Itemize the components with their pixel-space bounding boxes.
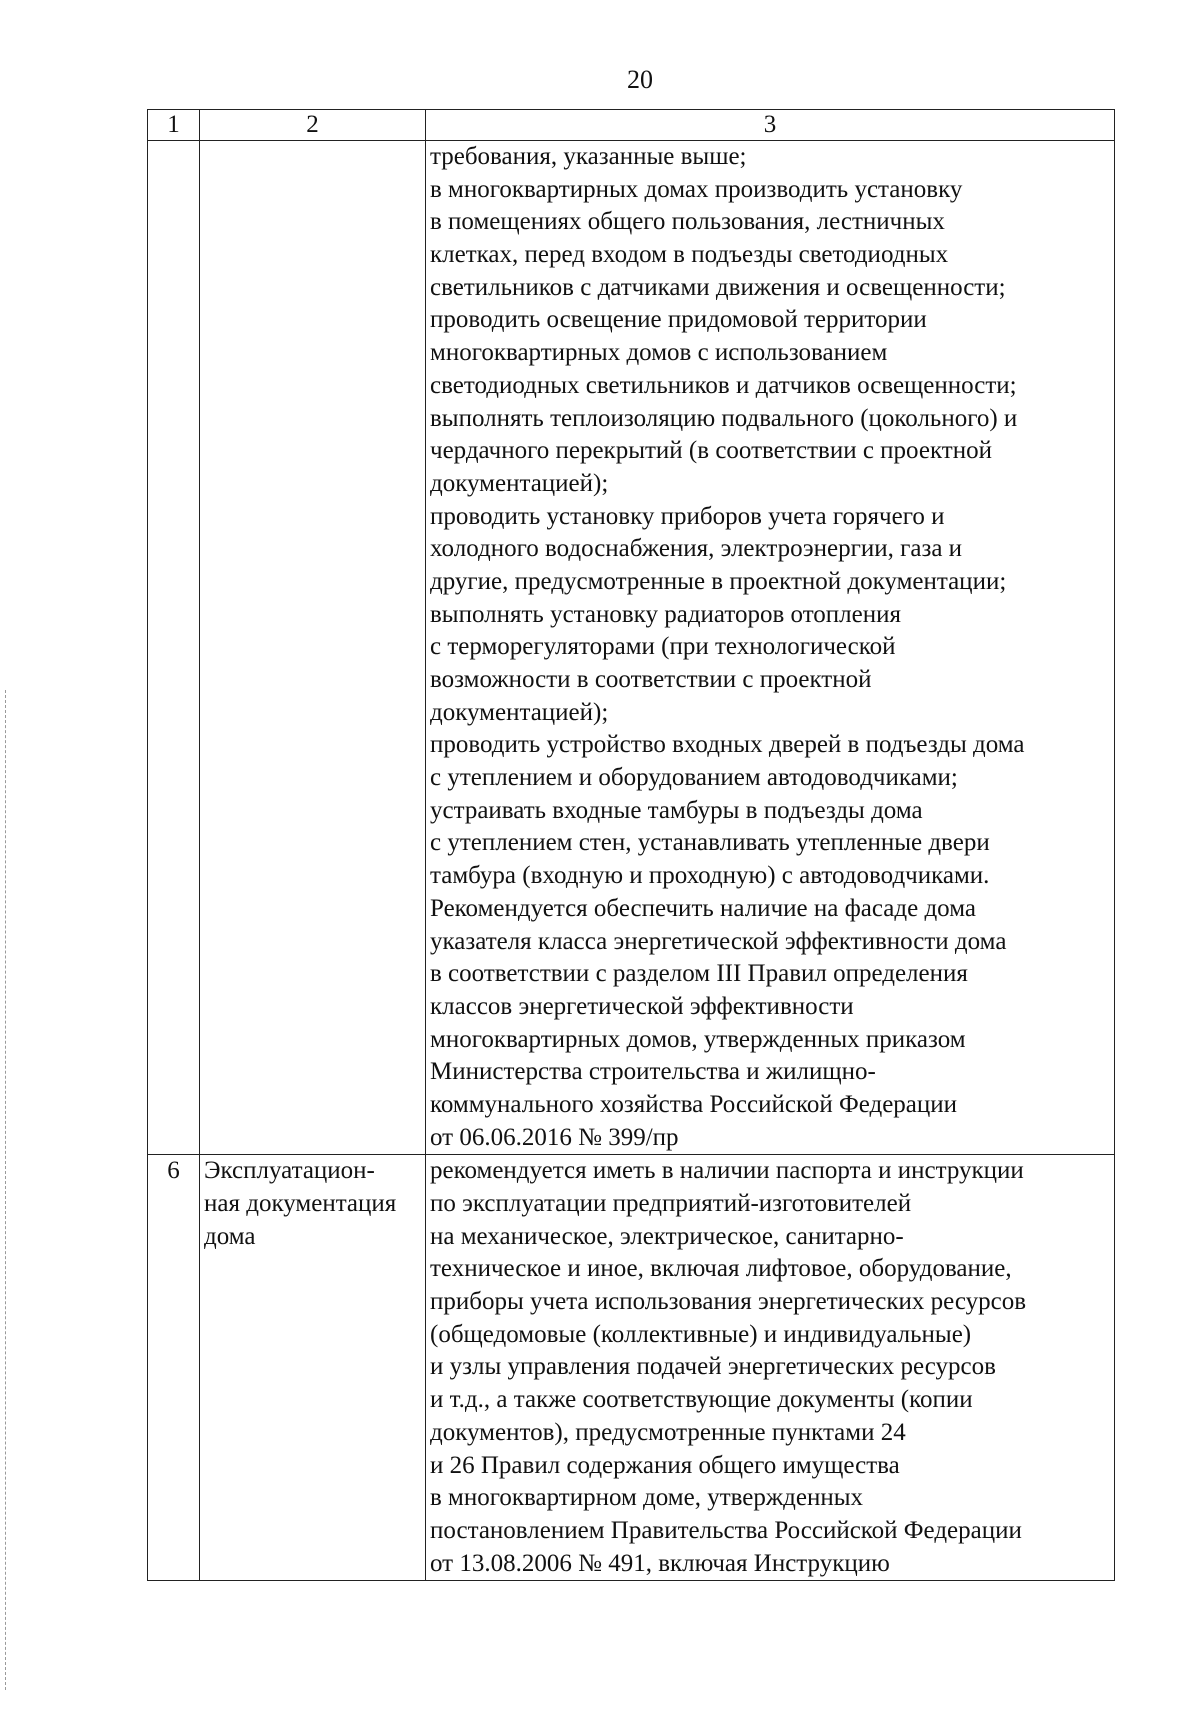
requirement-text-line: светодиодных светильников и датчиков освещенности; [430, 371, 1017, 399]
row-name-line: Эксплуатацион- [204, 1157, 375, 1185]
requirement-text-line: другие, предусмотренные в проектной документации; [430, 567, 1007, 595]
requirement-text-line: на механическое, электрическое, санитарно- [430, 1222, 904, 1250]
row-requirements-cell [426, 1155, 1115, 1581]
row-requirements-cell [426, 141, 1115, 1155]
header-col-1: 1 [148, 110, 200, 141]
requirement-text-line: выполнять теплоизоляцию подвального (цокольного) и [430, 404, 1018, 432]
requirement-text-line: устраивать входные тамбуры в подъезды дома [430, 796, 923, 824]
requirement-text-line: от 06.06.2016 № 399/пр [430, 1123, 679, 1151]
scan-margin-marks [5, 690, 8, 1690]
row-name-cell [200, 141, 426, 1155]
row-number-cell [148, 141, 200, 1155]
requirement-text-line: тамбура (входную и проходную) с автодоводчиками. [430, 862, 990, 890]
requirement-text-line: постановлением Правительства Российской Федерации [430, 1516, 1022, 1544]
page-number: 20 [627, 65, 653, 94]
requirement-text-line: документов), предусмотренные пунктами 24 [430, 1418, 906, 1446]
requirement-text-line: приборы учета использования энергетических ресурсов [430, 1288, 1027, 1316]
requirement-text-line: (общедомовые (коллективные) и индивидуальные) [430, 1320, 972, 1348]
requirement-text-line: проводить установку приборов учета горячего и [430, 502, 945, 530]
requirement-text-line: с утеплением и оборудованием автодоводчиками; [430, 764, 958, 792]
requirement-text-line: и 26 Правил содержания общего имущества [430, 1451, 900, 1479]
requirement-text-line: техническое и иное, включая лифтовое, оборудование, [430, 1255, 1012, 1283]
requirement-text-line: проводить устройство входных дверей в подъезды дома [430, 731, 1025, 759]
requirement-text-line: в соответствии с разделом III Правил определения [430, 960, 968, 988]
requirement-text-line: клетках, перед входом в подъезды светодиодных [430, 241, 949, 269]
requirement-text-line: документацией); [430, 469, 609, 497]
requirement-text-line: Министерства строительства и жилищно- [430, 1058, 876, 1086]
requirement-text-line: от 13.08.2006 № 491, включая Инструкцию [430, 1549, 890, 1577]
requirement-text-line: и т.д., а также соответствующие документы (копии [430, 1386, 973, 1414]
row-number-cell [148, 1155, 200, 1581]
header-col-2: 2 [200, 110, 426, 141]
row-number: 6 [167, 1157, 180, 1185]
row-number [148, 141, 199, 174]
requirement-text-line: указателя класса энергетической эффективности дома [430, 927, 1007, 955]
requirement-text-line: Рекомендуется обеспечить наличие на фасаде дома [430, 894, 976, 922]
table-row [148, 141, 1115, 1155]
requirement-text-line: многоквартирных домов, утвержденных приказом [430, 1025, 966, 1053]
requirement-text-line: чердачного перекрытий (в соответствии с проектной [430, 437, 992, 465]
requirement-text-line: коммунального хозяйства Российской Федерации [430, 1090, 958, 1118]
requirement-text-line: в многоквартирном доме, утвержденных [430, 1484, 864, 1512]
requirement-text-line: возможности в соответствии с проектной [430, 666, 872, 693]
requirement-text-line: проводить освещение придомовой территории [430, 306, 927, 334]
requirement-text-line: документацией); [430, 698, 609, 726]
row-name-line: дома [204, 1222, 256, 1250]
requirement-text-line: по эксплуатации предприятий-изготовителей [430, 1190, 912, 1217]
table-header-row [148, 110, 1115, 141]
row-name-line: ная документация [204, 1190, 397, 1217]
requirement-text-line: выполнять установку радиаторов отопления [430, 600, 901, 628]
requirement-text-line: и узлы управления подачей энергетических ресурсов [430, 1353, 996, 1381]
requirement-text-line: требования, указанные выше; [430, 143, 747, 170]
header-col-3: 3 [426, 110, 1115, 141]
requirement-text-line: многоквартирных домов с использованием [430, 339, 888, 367]
requirement-text-line: холодного водоснабжения, электроэнергии, газа и [430, 535, 963, 563]
requirement-text-line: классов энергетической эффективности [430, 992, 854, 1020]
table-row [148, 1155, 1115, 1581]
requirement-text-line: рекомендуется иметь в наличии паспорта и инструкции [430, 1157, 1024, 1185]
requirement-text-line: в многоквартирных домах производить установку [430, 175, 963, 203]
requirement-text-line: с утеплением стен, устанавливать утепленные двери [430, 829, 990, 857]
row-name-cell [200, 1155, 426, 1581]
requirement-text-line: светильников с датчиками движения и освещенности; [430, 273, 1006, 301]
requirement-text-line: с терморегуляторами (при технологической [430, 633, 896, 661]
requirement-text-line: в помещениях общего пользования, лестничных [430, 208, 945, 236]
regulations-table [147, 109, 1115, 1581]
